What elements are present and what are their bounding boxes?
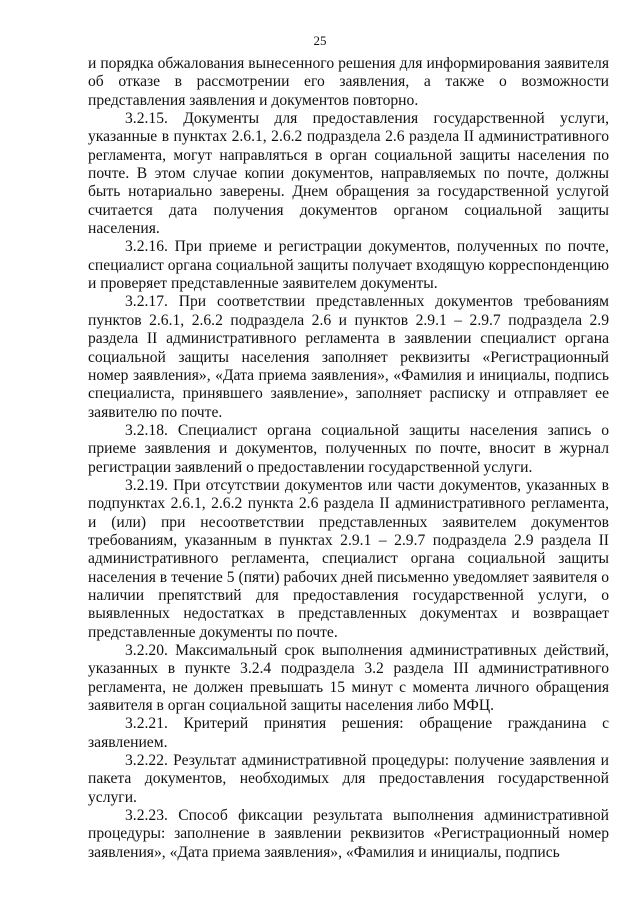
page-number: 25 (313, 33, 327, 48)
paragraph-continuation: и порядка обжалования вынесенного решения для информирования заявителя об отказе в рассмотрении его заявления, а также о возможности представления заявления и документов повторно. (88, 55, 609, 109)
paragraph-3-2-20: 3.2.20. Максимальный срок выполнения административных действий, указанных в пункте 3.2.4 подраздела 3.2 раздела III административного регламента, не должен превышать 15 минут с момента личного обращения заявителя в орган социальной защиты населения либо МФЦ. (88, 642, 609, 715)
paragraph-3-2-18: 3.2.18. Специалист органа социальной защиты населения запись о приеме заявления и документов, полученных по почте, вносит в журнал регистрации заявлений о предоставлении государственной услуги. (88, 421, 609, 476)
paragraph-3-2-17: 3.2.17. При соответствии представленных документов требованиям пунктов 2.6.1, 2.6.2 подраздела 2.6 и пунктов 2.9.1 – 2.9.7 подраздела 2.9 раздела II административного регламента в заявлении специалист органа социальной защиты населения заполняет реквизиты «Регистрационный номер заявления», «Дата приема заявления», «Фамилия и инициалы, подпись специалиста, принявшего заявление», заполняет расписку и отправляет ее заявителю по почте. (88, 293, 609, 421)
document-body (88, 55, 609, 862)
paragraph-3-2-22: 3.2.22. Результат административной процедуры: получение заявления и пакета документов, необходимых для предоставления государственной услуги. (88, 752, 609, 806)
paragraph-3-2-21: 3.2.21. Критерий принятия решения: обращение гражданина с заявлением. (88, 715, 609, 751)
paragraph-3-2-19: 3.2.19. При отсутствии документов или части документов, указанных в подпунктах 2.6.1, 2.6.2 пункта 2.6 раздела II административного регламента, и (или) при несоответствии представленных заявителем документов требованиям, указанным в пунктах 2.9.1 – 2.9.7 подраздела 2.9 раздела II административного регламента, специалист органа социальной защиты населения в течение 5 (пяти) рабочих дней письменно уведомляет заявителя о наличии препятствий для предоставления государственной услуги, о выявленных недостатках в представленных документах и возвращает представленные документы по почте. (88, 476, 609, 641)
paragraph-3-2-15: 3.2.15. Документы для предоставления государственной услуги, указанные в пунктах 2.6.1, 2.6.2 подраздела 2.6 раздела II административного регламента, могут направляться в орган социальной защиты населения по почте. В этом случае копии документов, направляемых по почте, должны быть нотариально заверены. Днем обращения за государственной услугой считается дата получения документов органом социальной защиты населения. (88, 110, 609, 238)
paragraph-3-2-16: 3.2.16. При приеме и регистрации документов, полученных по почте, специалист органа социальной защиты получает входящую корреспонденцию и проверяет представленные заявителем документы. (88, 238, 609, 293)
paragraph-3-2-23: 3.2.23. Способ фиксации результата выполнения административной процедуры: заполнение в заявлении реквизитов «Регистрационный номер заявления», «Дата приема заявления», «Фамилия и инициалы, подпись (88, 807, 609, 861)
